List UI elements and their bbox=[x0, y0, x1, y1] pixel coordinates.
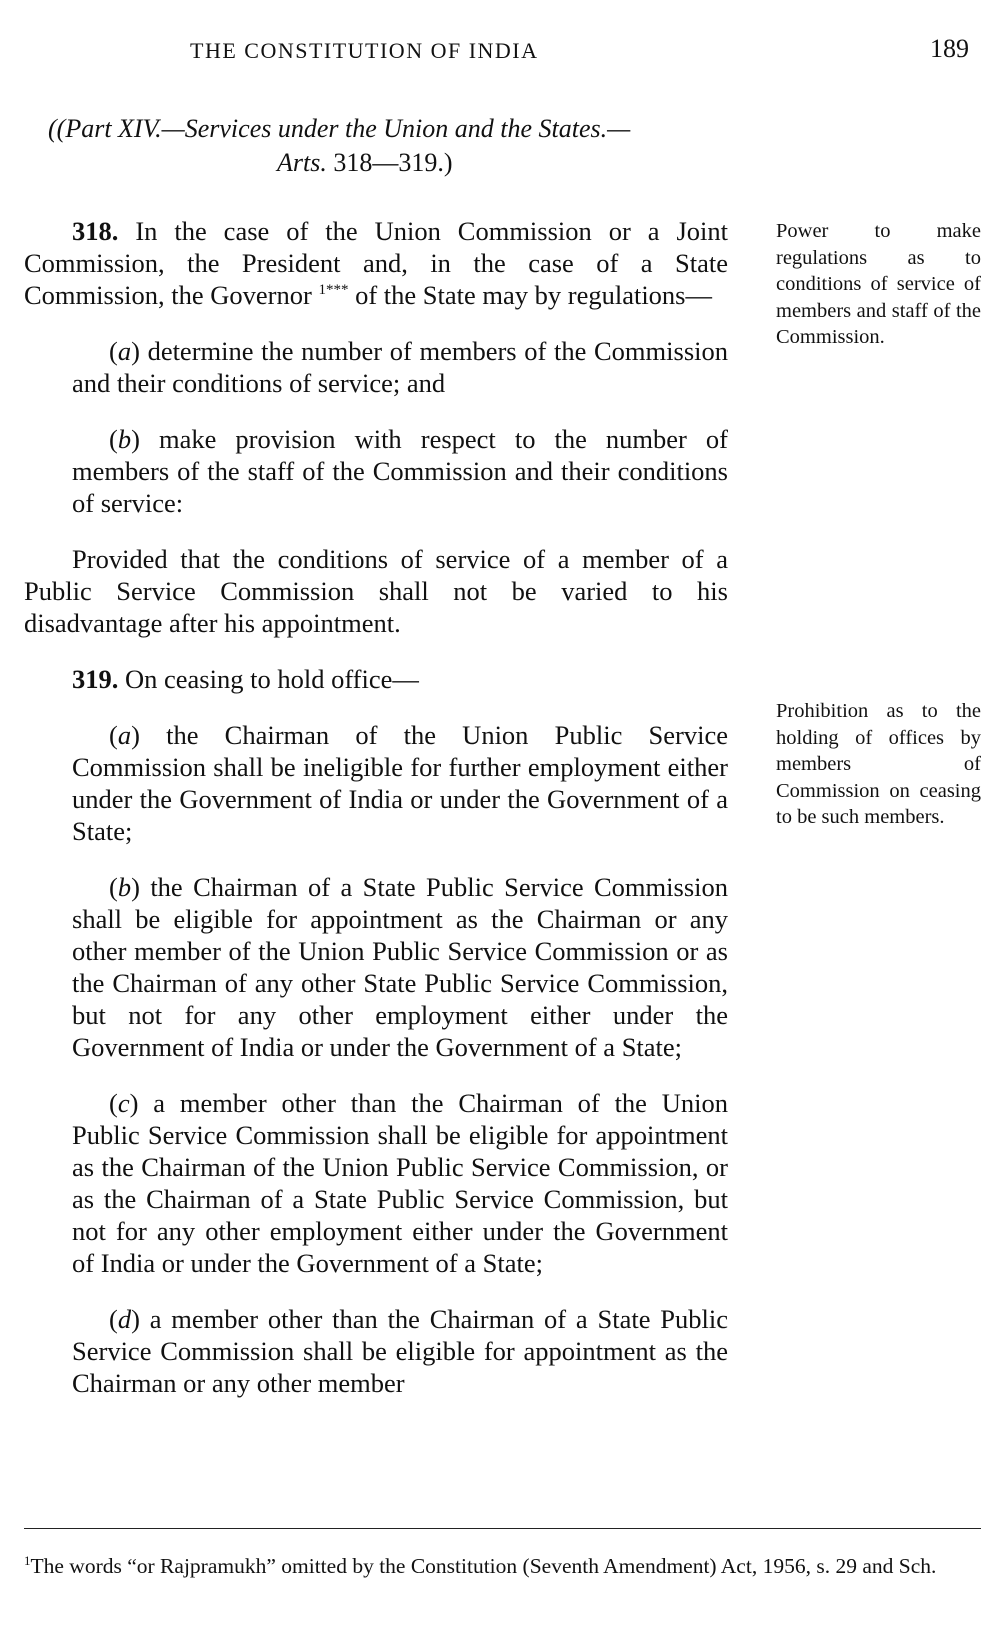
article-319-clause-a: (a) the Chairman of the Union Public Service Commission shall be ineligible for further employment either under the Government of India or under the Government of a State; bbox=[72, 720, 728, 846]
clause-label: b bbox=[117, 424, 132, 454]
footnote-divider bbox=[24, 1528, 981, 1529]
running-header-title: THE CONSTITUTION OF INDIA bbox=[190, 38, 539, 63]
footnote-text: The words “or Rajpramukh” omitted by the Constitution (Seventh Amendment) Act, 1956, s. 29 and Sch. bbox=[30, 1554, 937, 1578]
marginal-note-319: Prohibition as to the holding of offices by members of Commission on ceasing to be such members. bbox=[776, 700, 981, 828]
footnote bbox=[24, 1552, 981, 1580]
article-319-number: 319. bbox=[72, 664, 119, 694]
part-heading-articles: Arts. 318—319.) bbox=[277, 148, 453, 177]
article-318-proviso: Provided that the conditions of service of a member of a Public Service Commission shall not be varied to his disadvantage after his appointment. bbox=[24, 544, 728, 638]
part-heading bbox=[0, 112, 760, 180]
article-318-clause-b: (b) make provision with respect to the number of members of the staff of the Commission and their conditions of service: bbox=[72, 424, 728, 518]
article-319-clause-d: (d) a member other than the Chairman of a State Public Service Commission shall be eligible for appointment as the Chairman or any other member bbox=[72, 1304, 728, 1398]
clause-label: d bbox=[117, 1304, 132, 1334]
article-319-clause-c: (c) a member other than the Chairman of the Union Public Service Commission shall be eligible for appointment as the Chairman of the Union Public Service Commission, or as the Chairman of a State Public Service Commission, but not for any other employment either under the Government of India or under the Government of a State; bbox=[72, 1088, 729, 1278]
page-number: 189 bbox=[930, 34, 969, 63]
clause-label: b bbox=[117, 872, 132, 902]
marginal-note-318: Power to make regulations as to conditions of service of members and staff of the Commission. bbox=[776, 220, 981, 348]
article-318-clause-a: (a) determine the number of members of the Commission and their conditions of service; and bbox=[72, 336, 729, 398]
part-heading-line: ((Part XIV.—Services under the Union and the States.— bbox=[48, 114, 631, 143]
clause-label: a bbox=[117, 336, 132, 366]
footnote-reference: 1*** bbox=[318, 282, 349, 299]
footnote-marker: 1 bbox=[24, 1552, 31, 1568]
main-text-column bbox=[24, 215, 728, 1399]
article-319-clause-b: (b) the Chairman of a State Public Service Commission shall be eligible for appointment as the Chairman or any other member of the Union Public Service Commission or as the Chairman of any other State Public Service Commission, but not for any other employment either under the Government of India or under the Government of a State; bbox=[72, 872, 728, 1062]
clause-label: c bbox=[117, 1088, 130, 1118]
article-319-opening: 319. On ceasing to hold office— bbox=[72, 664, 419, 694]
article-318-number: 318. bbox=[72, 216, 119, 246]
clause-label: a bbox=[117, 720, 132, 750]
article-318-opening: 318. In the case of the Union Commission or a Joint Commission, the President and, in the case of a State Commission, the Governor $^{1***}$ of the State may by regulations— bbox=[24, 216, 729, 310]
